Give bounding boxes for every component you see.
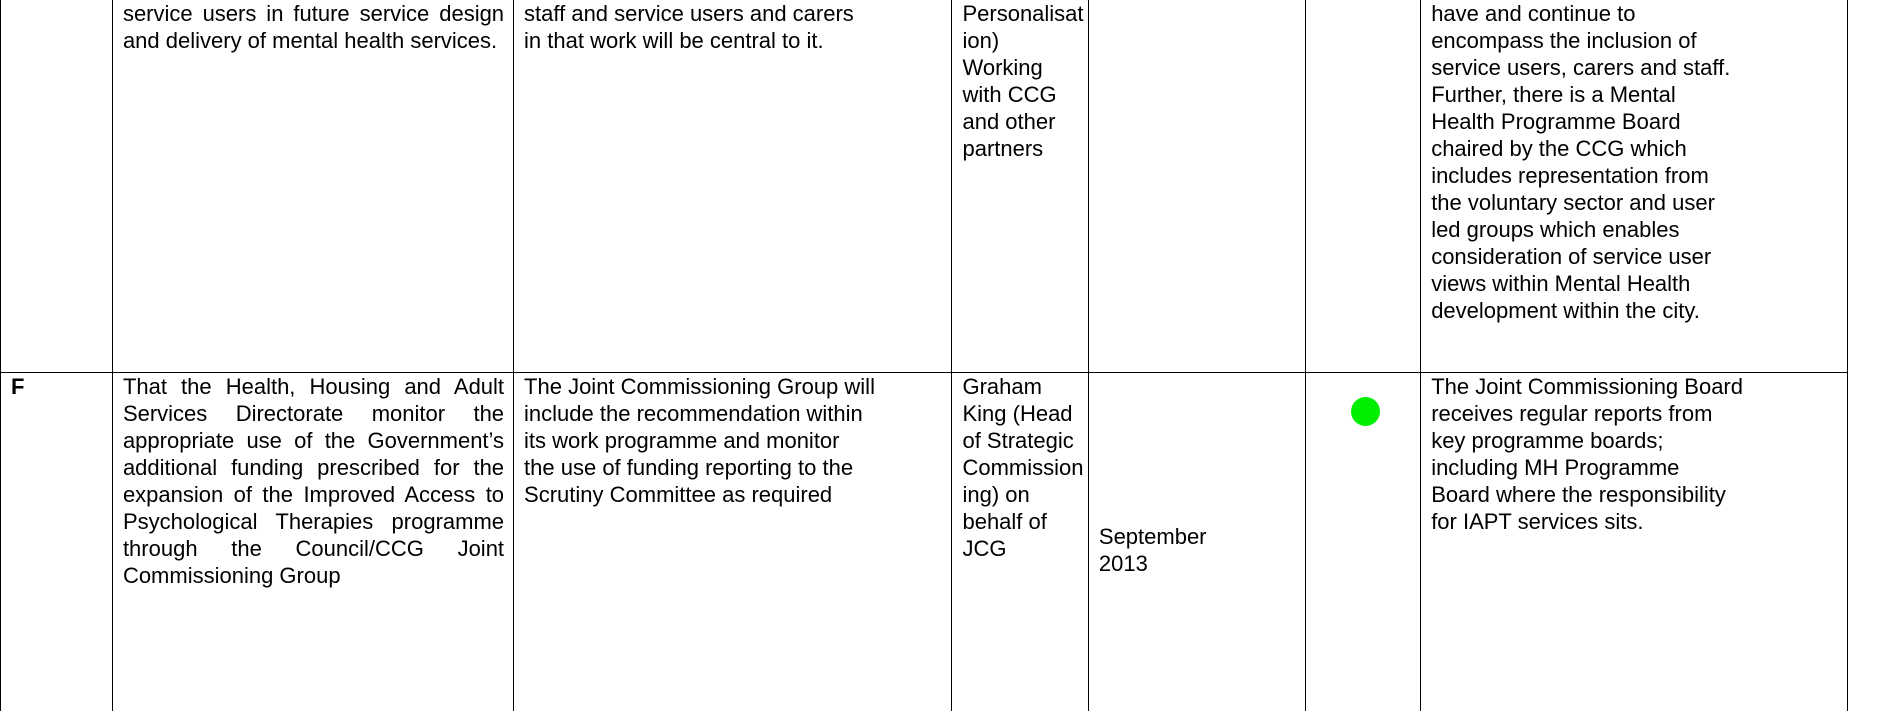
date-cell (1088, 373, 1305, 712)
recommendation-text: That the Health, Housing and Adult Services Directorate monitor the appropriate use of the Government’s additional funding prescribed for the expansion of the Improved Access to Psychological Therapies programme through the Council/CCG Joint Commissioning Group (122, 374, 505, 588)
progress-text: have and continue to encompass the inclusion of service users, carers and staff. Further, there is a Mental Health Programme Board chaired by the CCG which includes representation from the voluntary sector and user led groups which enables consideration of service user views within Mental Health development within the city. (1431, 1, 1731, 323)
recommendation-text: service users in future service design and delivery of mental health services. (122, 1, 505, 53)
lead-cell (952, 373, 1088, 712)
recommendation-cell (112, 373, 513, 712)
table-row (1, 373, 1848, 712)
response-cell (514, 0, 952, 373)
row-id-cell (1, 0, 113, 373)
row-id-cell (1, 373, 113, 712)
recommendation-cell (112, 0, 513, 373)
lead-text: Personalisat ion) Working with CCG and other partners (962, 1, 1084, 161)
progress-cell (1421, 0, 1848, 373)
lead-text: Graham King (Head of Strategic Commission ing) on behalf of JCG (962, 374, 1084, 561)
progress-cell (1421, 373, 1848, 712)
date-cell (1088, 0, 1305, 373)
response-cell (514, 373, 952, 712)
status-wrap (1316, 373, 1411, 711)
status-green-dot-icon (1351, 397, 1380, 426)
response-text: The Joint Commissioning Group will include the recommendation within its work programme and monitor the use of funding reporting to the Scrutiny Committee as required (524, 374, 875, 507)
status-cell (1305, 373, 1420, 712)
progress-text: The Joint Commissioning Board receives regular reports from key programme boards; including MH Programme Board where the responsibility for IAPT services sits. (1431, 374, 1743, 534)
status-cell (1305, 0, 1420, 373)
row-id: F (11, 374, 25, 399)
date-text: September 2013 (1098, 524, 1207, 576)
response-text: staff and service users and carers in that work will be central to it. (524, 1, 854, 53)
table-row (1, 0, 1848, 373)
lead-cell (952, 0, 1088, 373)
